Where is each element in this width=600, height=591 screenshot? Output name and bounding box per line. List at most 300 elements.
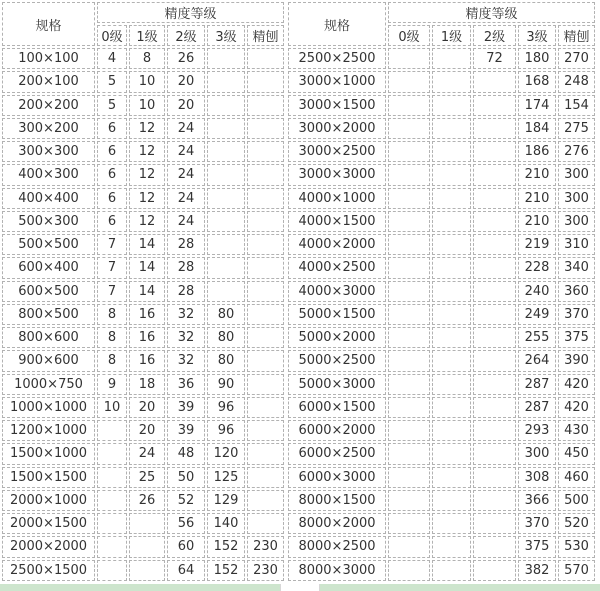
value-cell: 300 — [558, 164, 595, 185]
spec-cell: 4000×2500 — [288, 257, 386, 278]
value-cell: 32 — [167, 304, 205, 325]
value-cell — [473, 118, 516, 139]
col-header-grade-1: 1级 — [432, 25, 471, 46]
table-row — [2, 281, 284, 302]
value-cell: 168 — [518, 71, 556, 92]
value-cell: 8 — [129, 48, 165, 69]
value-cell — [388, 420, 430, 441]
spec-table-left — [0, 0, 286, 583]
value-cell: 300 — [558, 211, 595, 232]
value-cell: 308 — [518, 467, 556, 488]
value-cell — [388, 560, 430, 582]
value-cell: 20 — [129, 397, 165, 418]
value-cell: 24 — [167, 164, 205, 185]
value-cell: 129 — [207, 490, 245, 511]
value-cell — [247, 211, 284, 232]
value-cell: 6 — [97, 188, 127, 209]
value-cell — [247, 397, 284, 418]
spec-cell: 800×500 — [2, 304, 95, 325]
value-cell: 125 — [207, 467, 245, 488]
value-cell — [432, 420, 471, 441]
value-cell — [247, 257, 284, 278]
col-header-grade-2: 2级 — [473, 25, 516, 46]
value-cell: 270 — [558, 48, 595, 69]
value-cell: 7 — [97, 281, 127, 302]
table-row — [2, 257, 284, 278]
value-cell: 390 — [558, 350, 595, 371]
value-cell: 249 — [518, 304, 556, 325]
spec-cell: 4000×2000 — [288, 234, 386, 255]
value-cell — [432, 211, 471, 232]
table-row — [288, 141, 595, 162]
value-cell — [129, 513, 165, 534]
value-cell: 90 — [207, 374, 245, 395]
value-cell: 228 — [518, 257, 556, 278]
col-header-grade-3: 3级 — [518, 25, 556, 46]
table-row — [2, 188, 284, 209]
value-cell: 460 — [558, 467, 595, 488]
value-cell: 210 — [518, 211, 556, 232]
value-cell: 12 — [129, 141, 165, 162]
value-cell: 430 — [558, 420, 595, 441]
value-cell: 32 — [167, 327, 205, 348]
header-row-1 — [288, 2, 595, 23]
table-row — [288, 513, 595, 534]
table-row — [2, 467, 284, 488]
table-row — [2, 234, 284, 255]
table-row — [288, 211, 595, 232]
value-cell — [473, 350, 516, 371]
value-cell — [432, 164, 471, 185]
value-cell — [432, 304, 471, 325]
value-cell: 10 — [129, 71, 165, 92]
value-cell — [97, 560, 127, 582]
value-cell — [247, 374, 284, 395]
value-cell: 12 — [129, 164, 165, 185]
col-header-grade-1: 1级 — [129, 25, 165, 46]
value-cell: 420 — [558, 397, 595, 418]
value-cell: 120 — [207, 443, 245, 464]
grade-group-header: 精度等级 — [388, 2, 595, 23]
table-row — [288, 188, 595, 209]
value-cell — [247, 188, 284, 209]
value-cell — [432, 374, 471, 395]
value-cell: 14 — [129, 234, 165, 255]
value-cell — [247, 141, 284, 162]
table-row — [2, 71, 284, 92]
table-row — [288, 327, 595, 348]
value-cell: 340 — [558, 257, 595, 278]
spec-cell: 400×400 — [2, 188, 95, 209]
spec-cell: 6000×2000 — [288, 420, 386, 441]
spec-cell: 100×100 — [2, 48, 95, 69]
table-row — [288, 234, 595, 255]
value-cell: 287 — [518, 397, 556, 418]
table-row — [288, 281, 595, 302]
value-cell: 80 — [207, 350, 245, 371]
value-cell: 520 — [558, 513, 595, 534]
value-cell — [247, 118, 284, 139]
value-cell: 24 — [167, 118, 205, 139]
value-cell — [473, 188, 516, 209]
value-cell — [247, 95, 284, 116]
table-row — [288, 257, 595, 278]
value-cell: 12 — [129, 118, 165, 139]
value-cell — [207, 188, 245, 209]
value-cell: 32 — [167, 350, 205, 371]
value-cell: 28 — [167, 234, 205, 255]
value-cell — [388, 71, 430, 92]
value-cell — [207, 281, 245, 302]
value-cell: 366 — [518, 490, 556, 511]
spec-cell: 4000×1000 — [288, 188, 386, 209]
table-row — [288, 420, 595, 441]
value-cell — [388, 397, 430, 418]
spec-cell: 600×500 — [2, 281, 95, 302]
value-cell: 210 — [518, 164, 556, 185]
value-cell: 370 — [558, 304, 595, 325]
value-cell — [247, 164, 284, 185]
value-cell: 240 — [518, 281, 556, 302]
col-header-grade-0: 0级 — [388, 25, 430, 46]
value-cell — [388, 118, 430, 139]
table-row — [2, 560, 284, 582]
value-cell — [247, 513, 284, 534]
value-cell: 16 — [129, 327, 165, 348]
spec-cell: 1500×1500 — [2, 467, 95, 488]
value-cell — [247, 234, 284, 255]
value-cell — [247, 467, 284, 488]
value-cell — [473, 327, 516, 348]
value-cell: 264 — [518, 350, 556, 371]
spec-cell: 3000×3000 — [288, 164, 386, 185]
table-row — [2, 350, 284, 371]
spec-cell: 8000×3000 — [288, 560, 386, 582]
value-cell — [432, 560, 471, 582]
value-cell: 360 — [558, 281, 595, 302]
table-row — [288, 536, 595, 557]
value-cell — [473, 141, 516, 162]
spec-cell: 3000×1500 — [288, 95, 386, 116]
value-cell — [97, 490, 127, 511]
spec-cell: 2000×1000 — [2, 490, 95, 511]
value-cell: 72 — [473, 48, 516, 69]
table-row — [2, 118, 284, 139]
value-cell: 80 — [207, 327, 245, 348]
value-cell — [97, 513, 127, 534]
value-cell: 8 — [97, 304, 127, 325]
value-cell: 20 — [167, 95, 205, 116]
value-cell — [473, 234, 516, 255]
value-cell: 8 — [97, 327, 127, 348]
value-cell — [432, 397, 471, 418]
spec-cell: 6000×2500 — [288, 443, 386, 464]
value-cell — [388, 95, 430, 116]
value-cell: 28 — [167, 257, 205, 278]
value-cell: 52 — [167, 490, 205, 511]
table-row — [2, 304, 284, 325]
spec-cell: 6000×1500 — [288, 397, 386, 418]
value-cell: 152 — [207, 560, 245, 582]
value-cell — [432, 118, 471, 139]
value-cell — [207, 211, 245, 232]
value-cell: 174 — [518, 95, 556, 116]
table-row — [288, 71, 595, 92]
value-cell: 184 — [518, 118, 556, 139]
value-cell — [207, 95, 245, 116]
spec-column-header: 规格 — [2, 2, 95, 46]
value-cell: 370 — [518, 513, 556, 534]
spec-cell: 5000×1500 — [288, 304, 386, 325]
value-cell — [473, 257, 516, 278]
value-cell — [207, 71, 245, 92]
spec-cell: 300×200 — [2, 118, 95, 139]
value-cell: 6 — [97, 211, 127, 232]
value-cell — [207, 164, 245, 185]
value-cell — [247, 420, 284, 441]
value-cell — [432, 71, 471, 92]
value-cell: 50 — [167, 467, 205, 488]
value-cell: 255 — [518, 327, 556, 348]
footer-partial-cell — [280, 584, 320, 591]
value-cell — [473, 304, 516, 325]
table-row — [288, 164, 595, 185]
value-cell: 26 — [167, 48, 205, 69]
value-cell — [97, 536, 127, 557]
value-cell: 530 — [558, 536, 595, 557]
spec-cell: 500×500 — [2, 234, 95, 255]
value-cell: 24 — [167, 141, 205, 162]
table-row — [288, 304, 595, 325]
table-row — [2, 374, 284, 395]
value-cell — [432, 188, 471, 209]
spec-cell: 3000×2000 — [288, 118, 386, 139]
value-cell — [388, 234, 430, 255]
value-cell: 56 — [167, 513, 205, 534]
value-cell — [247, 48, 284, 69]
value-cell: 16 — [129, 350, 165, 371]
value-cell: 6 — [97, 141, 127, 162]
table-row — [2, 141, 284, 162]
value-cell: 14 — [129, 281, 165, 302]
value-cell — [432, 350, 471, 371]
value-cell — [473, 281, 516, 302]
table-row — [288, 374, 595, 395]
value-cell: 26 — [129, 490, 165, 511]
spec-cell: 900×600 — [2, 350, 95, 371]
value-cell — [247, 304, 284, 325]
spec-cell: 2500×2500 — [288, 48, 386, 69]
value-cell: 570 — [558, 560, 595, 582]
value-cell — [432, 141, 471, 162]
value-cell: 6 — [97, 118, 127, 139]
value-cell — [207, 118, 245, 139]
value-cell — [432, 467, 471, 488]
value-cell — [207, 48, 245, 69]
value-cell: 96 — [207, 397, 245, 418]
spec-cell: 1000×750 — [2, 374, 95, 395]
value-cell — [432, 234, 471, 255]
value-cell — [97, 443, 127, 464]
value-cell — [473, 211, 516, 232]
value-cell — [388, 513, 430, 534]
value-cell: 24 — [167, 188, 205, 209]
value-cell: 287 — [518, 374, 556, 395]
value-cell: 300 — [558, 188, 595, 209]
value-cell — [473, 443, 516, 464]
spec-column-header: 规格 — [288, 2, 386, 46]
table-row — [288, 560, 595, 582]
table-row — [2, 327, 284, 348]
spec-cell: 1500×1000 — [2, 443, 95, 464]
left-table-body — [2, 48, 284, 581]
value-cell — [473, 513, 516, 534]
spec-cell: 1200×1000 — [2, 420, 95, 441]
value-cell: 80 — [207, 304, 245, 325]
value-cell — [473, 420, 516, 441]
value-cell: 24 — [167, 211, 205, 232]
value-cell — [129, 560, 165, 582]
value-cell — [473, 397, 516, 418]
value-cell — [247, 350, 284, 371]
value-cell: 275 — [558, 118, 595, 139]
value-cell: 375 — [518, 536, 556, 557]
col-header-grade-2: 2级 — [167, 25, 205, 46]
spec-cell: 3000×1000 — [288, 71, 386, 92]
value-cell — [432, 443, 471, 464]
value-cell: 39 — [167, 420, 205, 441]
table-row — [2, 211, 284, 232]
value-cell: 276 — [558, 141, 595, 162]
value-cell: 210 — [518, 188, 556, 209]
value-cell: 420 — [558, 374, 595, 395]
spec-cell: 4000×3000 — [288, 281, 386, 302]
value-cell — [97, 467, 127, 488]
value-cell — [207, 234, 245, 255]
value-cell — [432, 95, 471, 116]
value-cell: 10 — [129, 95, 165, 116]
spec-cell: 5000×2000 — [288, 327, 386, 348]
value-cell — [432, 257, 471, 278]
table-row — [2, 490, 284, 511]
value-cell — [388, 48, 430, 69]
value-cell — [388, 490, 430, 511]
spec-cell: 5000×2500 — [288, 350, 386, 371]
value-cell: 300 — [518, 443, 556, 464]
value-cell: 140 — [207, 513, 245, 534]
value-cell — [247, 490, 284, 511]
value-cell: 18 — [129, 374, 165, 395]
table-row — [288, 467, 595, 488]
spec-cell: 8000×1500 — [288, 490, 386, 511]
value-cell — [473, 560, 516, 582]
table-row — [288, 118, 595, 139]
spec-cell: 8000×2500 — [288, 536, 386, 557]
value-cell: 152 — [207, 536, 245, 557]
header-row-1 — [2, 2, 284, 23]
value-cell — [97, 420, 127, 441]
value-cell — [432, 536, 471, 557]
table-row — [288, 443, 595, 464]
value-cell — [388, 350, 430, 371]
value-cell: 9 — [97, 374, 127, 395]
value-cell: 382 — [518, 560, 556, 582]
table-row — [288, 350, 595, 371]
value-cell: 180 — [518, 48, 556, 69]
spec-cell: 2500×1500 — [2, 560, 95, 582]
value-cell — [473, 536, 516, 557]
spec-cell: 400×300 — [2, 164, 95, 185]
spec-cell: 4000×1500 — [288, 211, 386, 232]
table-row — [2, 513, 284, 534]
value-cell — [388, 304, 430, 325]
value-cell: 219 — [518, 234, 556, 255]
value-cell — [247, 71, 284, 92]
value-cell: 5 — [97, 95, 127, 116]
value-cell: 8 — [97, 350, 127, 371]
value-cell — [432, 48, 471, 69]
value-cell: 16 — [129, 304, 165, 325]
col-header-grade-0: 0级 — [97, 25, 127, 46]
value-cell: 230 — [247, 560, 284, 582]
value-cell — [207, 141, 245, 162]
value-cell: 12 — [129, 211, 165, 232]
value-cell — [207, 257, 245, 278]
spec-cell: 5000×3000 — [288, 374, 386, 395]
col-header-fine-planing: 精刨 — [558, 25, 595, 46]
value-cell — [388, 281, 430, 302]
value-cell: 500 — [558, 490, 595, 511]
value-cell — [388, 188, 430, 209]
value-cell — [247, 327, 284, 348]
value-cell — [388, 257, 430, 278]
value-cell — [388, 467, 430, 488]
value-cell: 6 — [97, 164, 127, 185]
table-row — [288, 397, 595, 418]
spec-cell: 500×300 — [2, 211, 95, 232]
value-cell: 20 — [129, 420, 165, 441]
value-cell: 14 — [129, 257, 165, 278]
value-cell — [388, 164, 430, 185]
value-cell — [432, 490, 471, 511]
value-cell — [432, 327, 471, 348]
table-row — [288, 490, 595, 511]
value-cell — [388, 211, 430, 232]
value-cell — [432, 513, 471, 534]
table-row — [288, 95, 595, 116]
spec-cell: 200×100 — [2, 71, 95, 92]
table-row — [2, 536, 284, 557]
table-row — [2, 443, 284, 464]
value-cell: 310 — [558, 234, 595, 255]
value-cell: 4 — [97, 48, 127, 69]
spec-cell: 2000×2000 — [2, 536, 95, 557]
spec-cell: 1000×1000 — [2, 397, 95, 418]
value-cell: 36 — [167, 374, 205, 395]
value-cell: 375 — [558, 327, 595, 348]
col-header-grade-3: 3级 — [207, 25, 245, 46]
value-cell — [473, 374, 516, 395]
spec-cell: 800×600 — [2, 327, 95, 348]
value-cell — [473, 490, 516, 511]
value-cell: 96 — [207, 420, 245, 441]
value-cell — [388, 141, 430, 162]
value-cell — [247, 281, 284, 302]
spec-cell: 8000×2000 — [288, 513, 386, 534]
value-cell: 293 — [518, 420, 556, 441]
value-cell: 7 — [97, 234, 127, 255]
table-row — [2, 397, 284, 418]
